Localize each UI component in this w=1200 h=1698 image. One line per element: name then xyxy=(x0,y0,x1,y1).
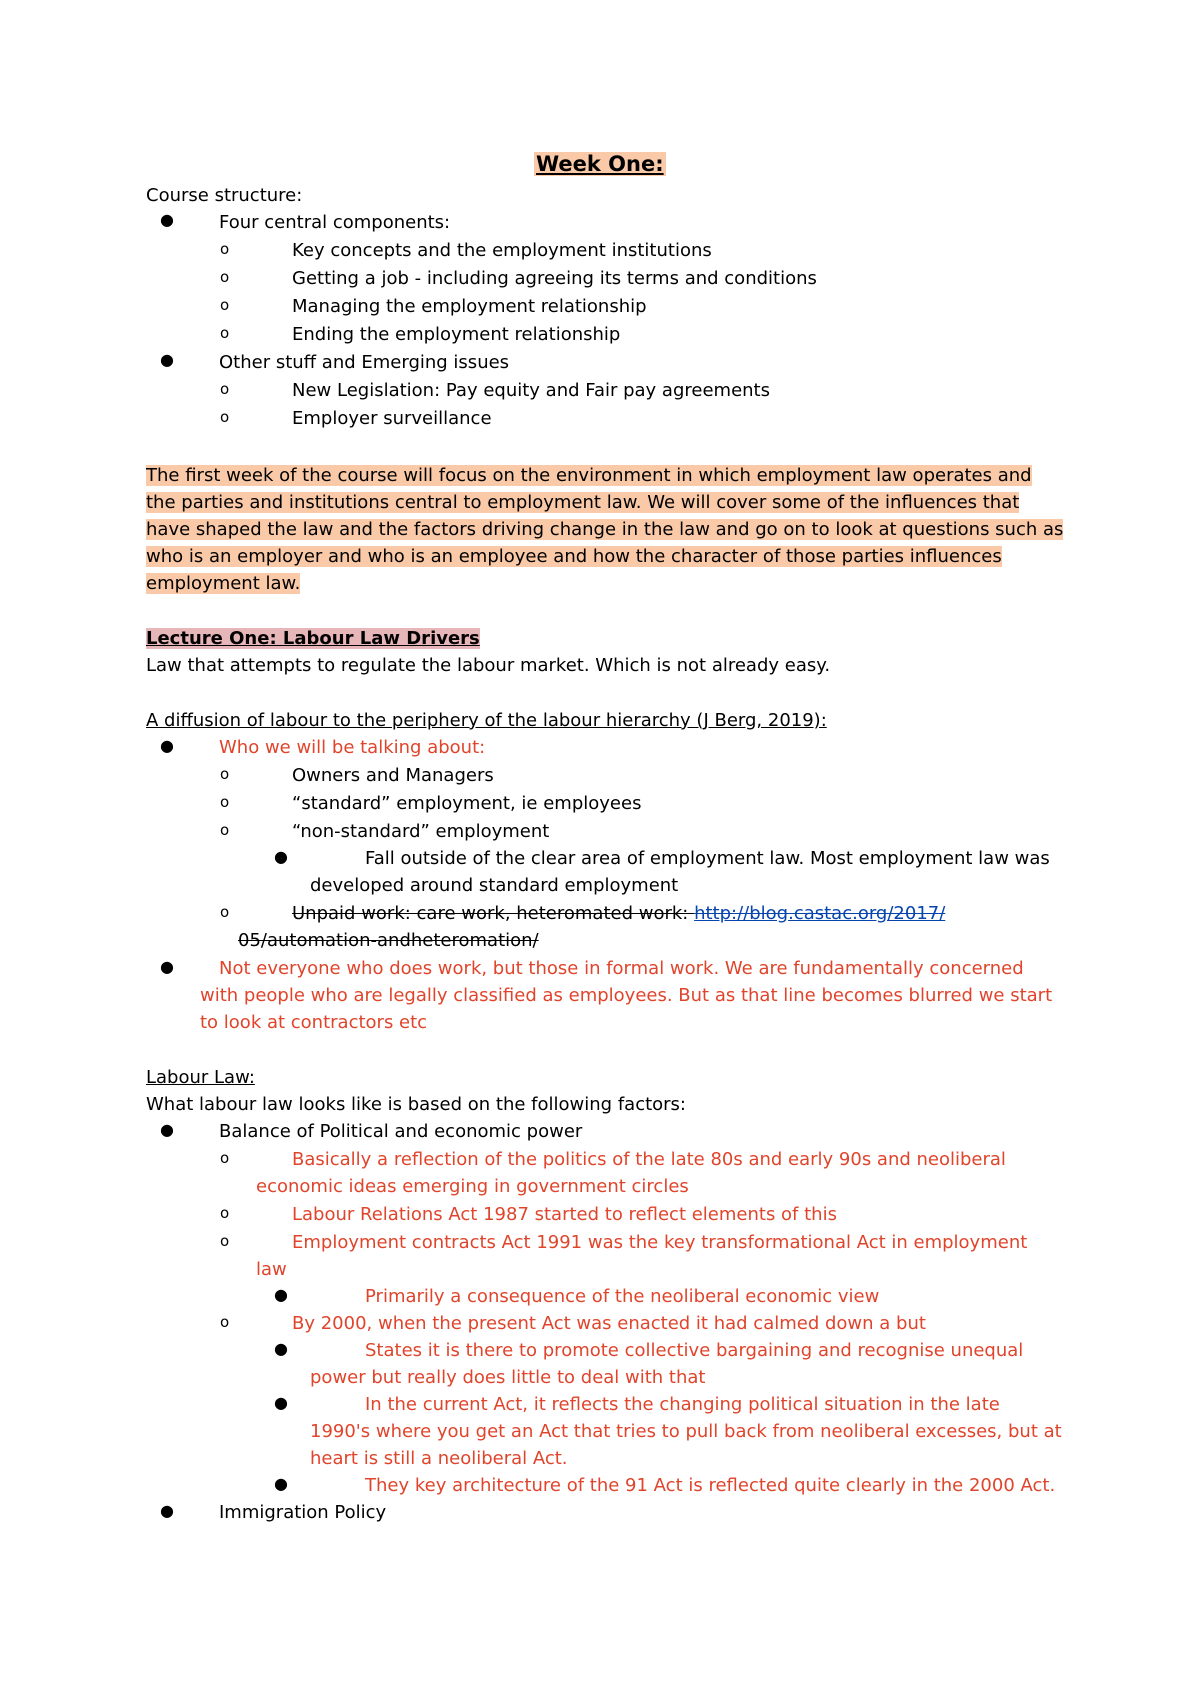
list-item-continued: economic ideas emerging in government circles xyxy=(256,1176,689,1197)
bullet-icon: ● xyxy=(160,350,174,369)
list-item: Key concepts and the employment institutions xyxy=(292,240,712,261)
list-item: Employment contracts Act 1991 was the key transformational Act in employment xyxy=(292,1232,1028,1253)
list-item: Not everyone who does work, but those in formal work. We are fundamentally concerned xyxy=(219,958,1024,979)
labour-law-heading: Labour Law: xyxy=(146,1067,255,1088)
circle-bullet-icon: o xyxy=(220,1232,230,1250)
circle-bullet-icon: o xyxy=(220,793,230,811)
list-item: Ending the employment relationship xyxy=(292,324,621,345)
bullet-icon: ● xyxy=(160,1120,174,1139)
intro-line xyxy=(146,464,1032,488)
list-item xyxy=(292,902,945,926)
diffusion-heading: A diffusion of labour to the periphery of the labour hierarchy (J Berg, 2019): xyxy=(146,710,827,731)
intro-line xyxy=(146,518,1063,542)
list-item: Other stuff and Emerging issues xyxy=(219,352,510,373)
bullet-icon: ● xyxy=(274,1339,288,1358)
list-item: States it is there to promote collective bargaining and recognise unequal xyxy=(365,1340,1024,1361)
list-item-continued: 1990's where you get an Act that tries to pull back from neoliberal excesses, but at xyxy=(310,1421,1062,1442)
list-item: In the current Act, it reflects the changing political situation in the late xyxy=(365,1394,1000,1415)
title-text: Week One: xyxy=(536,152,664,176)
intro-line xyxy=(146,572,300,596)
list-item-continued: to look at contractors etc xyxy=(200,1012,428,1033)
list-item-continued: heart is still a neoliberal Act. xyxy=(310,1448,568,1469)
circle-bullet-icon: o xyxy=(220,380,230,398)
list-item-continued: with people who are legally classified as employees. But as that line becomes blurred we start xyxy=(200,985,1053,1006)
list-item-continued: power but really does little to deal with that xyxy=(310,1367,706,1388)
bullet-icon: ● xyxy=(274,1474,288,1493)
course-structure-heading: Course structure: xyxy=(146,185,303,206)
list-item: Employer surveillance xyxy=(292,408,492,429)
list-item: Getting a job - including agreeing its terms and conditions xyxy=(292,268,817,289)
list-item: They key architecture of the 91 Act is reflected quite clearly in the 2000 Act. xyxy=(365,1475,1056,1496)
list-item: Balance of Political and economic power xyxy=(219,1121,583,1142)
circle-bullet-icon: o xyxy=(220,765,230,783)
bullet-icon: ● xyxy=(274,847,288,866)
intro-line xyxy=(146,545,1002,569)
circle-bullet-icon: o xyxy=(220,268,230,286)
bullet-icon: ● xyxy=(274,1393,288,1412)
bullet-icon: ● xyxy=(160,1501,174,1520)
castac-link[interactable]: http://blog.castac.org/2017/ xyxy=(694,903,946,924)
list-item: Four central components: xyxy=(219,212,451,233)
intro-text: The first week of the course will focus on the environment in which employment law operates and xyxy=(146,465,1032,486)
circle-bullet-icon: o xyxy=(220,324,230,342)
circle-bullet-icon: o xyxy=(220,1204,230,1222)
list-item: Who we will be talking about: xyxy=(219,737,486,758)
list-item: By 2000, when the present Act was enacted it had calmed down a but xyxy=(292,1313,926,1334)
bullet-icon: ● xyxy=(160,957,174,976)
lecture-summary: Law that attempts to regulate the labour market. Which is not already easy. xyxy=(146,655,831,676)
circle-bullet-icon: o xyxy=(220,240,230,258)
intro-text: have shaped the law and the factors driving change in the law and go on to look at questions such as xyxy=(146,519,1064,540)
list-item: Basically a reflection of the politics of the late 80s and early 90s and neoliberal xyxy=(292,1149,1006,1170)
list-item: “standard” employment, ie employees xyxy=(292,793,642,814)
list-item-continued: law xyxy=(256,1259,287,1280)
list-item-continued: developed around standard employment xyxy=(310,875,679,896)
circle-bullet-icon: o xyxy=(220,408,230,426)
list-item: Owners and Managers xyxy=(292,765,494,786)
list-item: Primarily a consequence of the neoliberal economic view xyxy=(365,1286,880,1307)
list-item: Managing the employment relationship xyxy=(292,296,647,317)
lecture-heading-text: Lecture One: Labour Law Drivers xyxy=(146,628,480,649)
circle-bullet-icon: o xyxy=(220,821,230,839)
list-item-continued: 05/automation-andheteromation/ xyxy=(238,930,539,951)
intro-text: who is an employer and who is an employee and how the character of those parties influences xyxy=(146,546,1002,567)
bullet-icon: ● xyxy=(160,210,174,229)
list-item: Labour Relations Act 1987 started to reflect elements of this xyxy=(292,1204,837,1225)
circle-bullet-icon: o xyxy=(220,1313,230,1331)
intro-text: employment law. xyxy=(146,573,301,594)
circle-bullet-icon: o xyxy=(220,296,230,314)
list-item: Fall outside of the clear area of employment law. Most employment law was xyxy=(365,848,1050,869)
intro-line xyxy=(146,491,1019,515)
page-title xyxy=(534,152,666,180)
lecture-heading xyxy=(146,627,480,651)
list-item: Immigration Policy xyxy=(219,1502,387,1523)
list-item: New Legislation: Pay equity and Fair pay agreements xyxy=(292,380,770,401)
unpaid-text: Unpaid work: care work, heteromated work: xyxy=(292,903,695,924)
circle-bullet-icon: o xyxy=(220,903,230,921)
circle-bullet-icon: o xyxy=(220,1149,230,1167)
bullet-icon: ● xyxy=(160,736,174,755)
bullet-icon: ● xyxy=(274,1285,288,1304)
intro-text: the parties and institutions central to employment law. We will cover some of the influences that xyxy=(146,492,1020,513)
list-item: “non-standard” employment xyxy=(292,821,550,842)
labour-law-intro: What labour law looks like is based on the following factors: xyxy=(146,1094,686,1115)
